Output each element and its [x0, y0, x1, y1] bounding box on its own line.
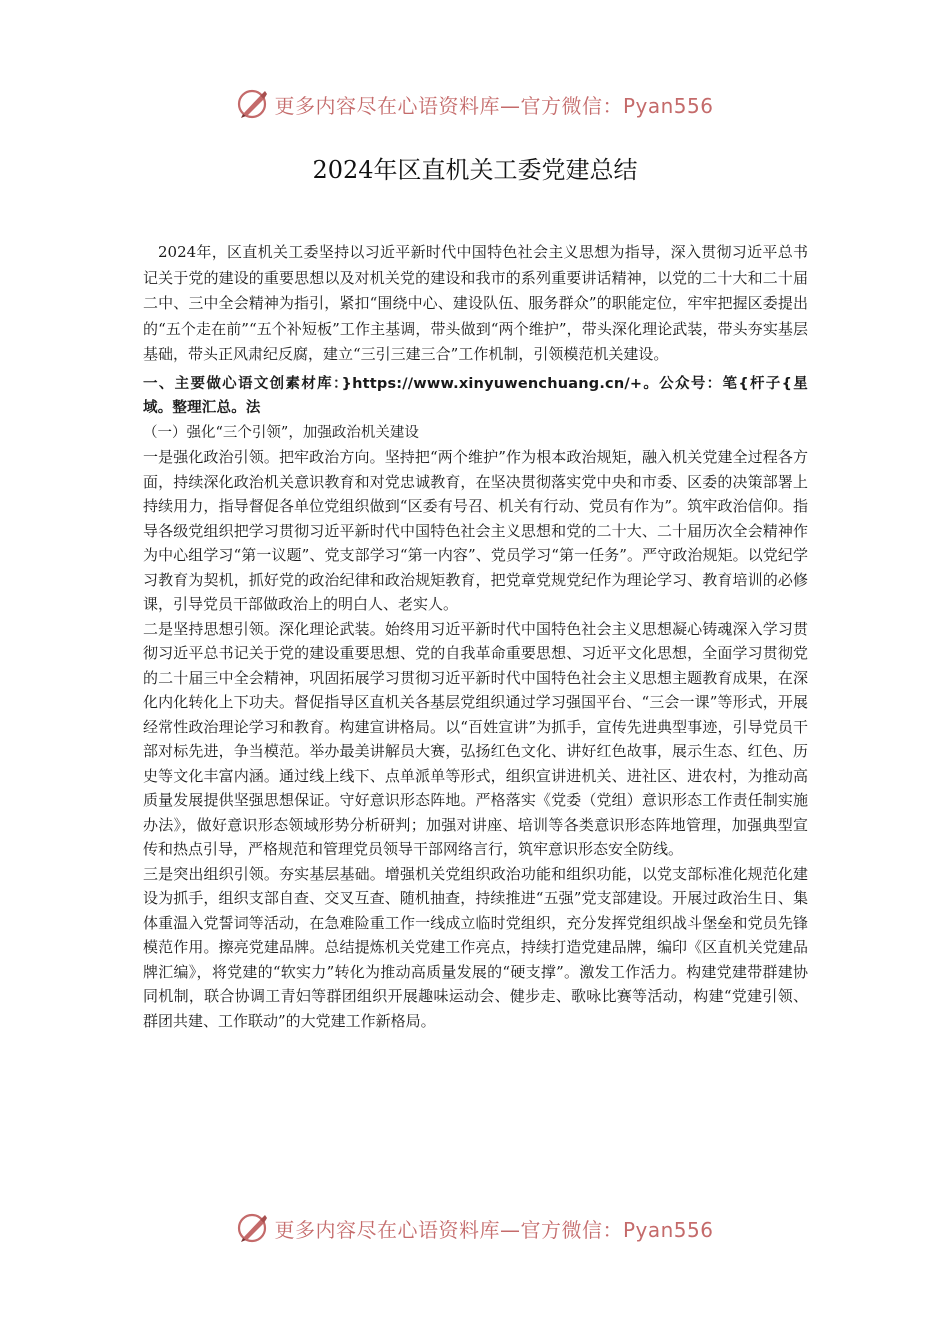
document-body [143, 240, 808, 1033]
banner-text: 更多内容尽在心语资料库—官方微信：Pyan556 [274, 1217, 714, 1242]
banner-text: 更多内容尽在心语资料库—官方微信：Pyan556 [274, 93, 714, 118]
footer-watermark-banner [0, 1208, 950, 1248]
intro-paragraph: 2024年，区直机关工委坚持以习近平新时代中国特色社会主义思想为指导，深入贯彻习近平总书记关于党的建设的重要思想以及对机关党的建设和我市的系列重要讲话精神，以党的二十大和二十届二中、三中全会精神为指引，紧扣“围绕中心、建设队伍、服务群众”的职能定位，牢牢把握区委提出的“五个走在前”“五个补短板”工作主基调，带头做到“两个维护”，带头深化理论武装，带头夯实基层基础，带头正风肃纪反腐，建立“三引三建三合”工作机制，引领模范机关建设。 [143, 243, 808, 363]
body-paragraph-political: 一是强化政治引领。把牢政治方向。坚持把“两个维护”作为根本政治规矩，融入机关党建全过程各方面，持续深化政治机关意识教育和对党忠诚教育，在坚决贯彻落实党中央和市委、区委的决策部署上持续用力，指导督促各单位党组织做到“区委有号召、机关有行动、党员有作为”。筑牢政治信仰。指导各级党组织把学习贯彻习近平新时代中国特色社会主义思想和党的二十大、二十届历次全会精神作为中心组学习“第一议题”、党支部学习“第一内容”、党员学习“第一任务”。严守政治规矩。以党纪学习教育为契机，抓好党的政治纪律和政治规矩教育，把党章党规党纪作为理论学习、教育培训的必修课，引导党员干部做政治上的明白人、老实人。 [143, 448, 808, 613]
header-watermark-banner [0, 84, 950, 124]
body-paragraph-organizational: 三是突出组织引领。夯实基层基础。增强机关党组织政治功能和组织功能，以党支部标准化规范化建设为抓手，组织支部自查、交叉互查、随机抽查，持续推进“五强”党支部建设。开展过政治生日、集体重温入党誓词等活动，在急难险重工作一线成立临时党组织，充分发挥党组织战斗堡垒和党员先锋模范作用。擦亮党建品牌。总结提炼机关党建工作亮点，持续打造党建品牌，编印《区直机关党建品牌汇编》，将党建的“软实力”转化为推动高质量发展的“硬支撑”。激发工作活力。构建党建带群建协同机制，联合协调工青妇等群团组织开展趣味运动会、健步走、歌咏比赛等活动，构建“党建引领、群团共建、工作联动”的大党建工作新格局。 [143, 864, 808, 1030]
pen-logo-icon [236, 1211, 270, 1245]
section-heading: 一、主要做心语文创素材库：}https://www.xinyuwenchuang.cn/+。公众号：笔{杆子{星域。整理汇总。法 [143, 375, 808, 416]
pen-logo-icon [236, 87, 270, 121]
body-paragraph-ideological: 二是坚持思想引领。深化理论武装。始终用习近平新时代中国特色社会主义思想凝心铸魂深入学习贯彻习近平总书记关于党的建设重要思想、党的自我革命重要思想、习近平文化思想，全面学习贯彻党的二十届三中全会精神，巩固拓展学习贯彻习近平新时代中国特色社会主义思想主题教育成果，在深化内化转化上下功夫。督促指导区直机关各基层党组织通过学习强国平台、“三会一课”等形式，开展经常性政治理论学习和教育。构建宣讲格局。以“百姓宣讲”为抓手，宣传先进典型事迹，引导党员干部对标先进，争当模范。举办最美讲解员大赛，弘扬红色文化、讲好红色故事，展示生态、红色、历史等文化丰富内涵。通过线上线下、点单派单等形式，组织宣讲进机关、进社区、进农村，为推动高质量发展提供坚强思想保证。守好意识形态阵地。严格落实《党委（党组）意识形态工作责任制实施办法》，做好意识形态领域形势分析研判；加强对讲座、培训等各类意识形态阵地管理，加强典型宣传和热点引导，严格规范和管理党员领导干部网络言行，筑牢意识形态安全防线。 [143, 619, 808, 858]
subsection-heading: （一）强化“三个引领”，加强政治机关建设 [143, 424, 419, 441]
document-title: 2024年区直机关工委党建总结 [312, 156, 638, 184]
